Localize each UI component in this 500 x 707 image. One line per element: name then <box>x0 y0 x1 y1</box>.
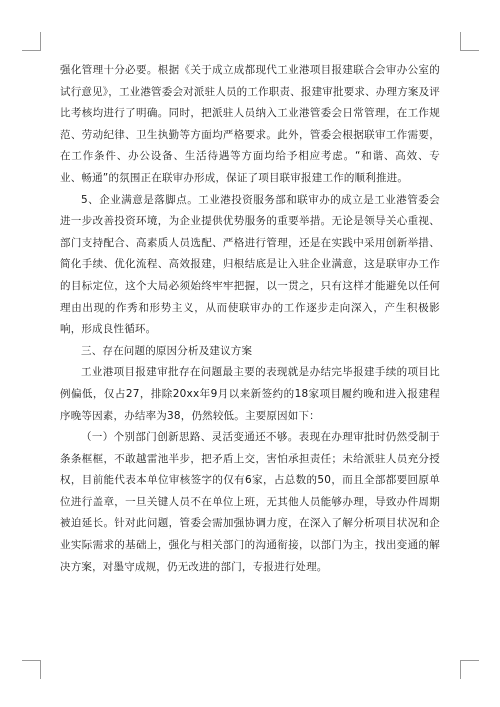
crop-mark-top-right <box>460 32 479 51</box>
paragraph-enterprise-satisfaction: 5、企业满意是落脚点。工业港投资服务部和联审办的成立是工业港管委会进一步改善投资环境，为企业提供优势服务的重要举措。无论是领导关心重视、部门支持配合、高素质人员选配、严格进行管理，还是在实践中采用创新举措、简化手续、优化流程、高效报建，归根结底是让入驻企业满意，这是联审办工作的目标定位，这个大局必须始终牢牢把握，以一贯之，只有这样才能避免以任何理由出现的作秀和形势主义，从而使联审办的工作逐步走向深入，产生积极影响，形成良性循环。 <box>60 193 440 336</box>
paragraph-management: 强化管理十分必要。根据《关于成立成都现代工业港项目报建联合会审办公室的试行意见》，工业港管委会对派驻人员的工作职责、报建审批要求、办理方案及评比考核均进行了明确。同时，把派驻人员纳入工业港管委会日常管理，在工作规范、劳动纪律、卫生执勤等方面均严格要求。此外，管委会根据联审工作需要，在工作条件、办公设备、生活待遇等方面均给予相应考虑。“和谐、高效、专业、畅通”的氛围正在联审办形成，保证了项目联审报建工作的顺利推进。 <box>60 64 440 184</box>
crop-mark-bottom-left <box>22 660 41 679</box>
paragraph-main-problem: 工业港项目报建审批存在问题最主要的表现就是办结完毕报建手续的项目比例偏低，仅占27，排除20xx年9月以来新签约的18家项目履约晚和进入报建程序晚等因素，办结率为38，仍然较低。主要原因如下： <box>60 366 440 422</box>
document-body <box>60 60 440 578</box>
crop-mark-bottom-right <box>460 660 479 679</box>
crop-mark-top-left <box>22 32 41 51</box>
section-heading-problems: 三、存在问题的原因分析及建议方案 <box>81 344 253 357</box>
paragraph-cause-one: （一）个别部门创新思路、灵活变通还不够。表现在办理审批时仍然受制于条条框框，不敢越雷池半步，把矛盾上交，害怕承担责任；未给派驻人员充分授权，目前能代表本单位审核签字的仅有6家，占总数的50，而且全部都要回原单位进行盖章，一旦关键人员不在单位上班，无其他人员能够办理，导致办件周期被迫延长。针对此问题，管委会需加强协调力度，在深入了解分析项目状况和企业实际需求的基础上，强化与相关部门的沟通衔接，以部门为主，找出变通的解决方案，对墨守成规，仍无改进的部门，专报进行处理。 <box>60 431 440 573</box>
